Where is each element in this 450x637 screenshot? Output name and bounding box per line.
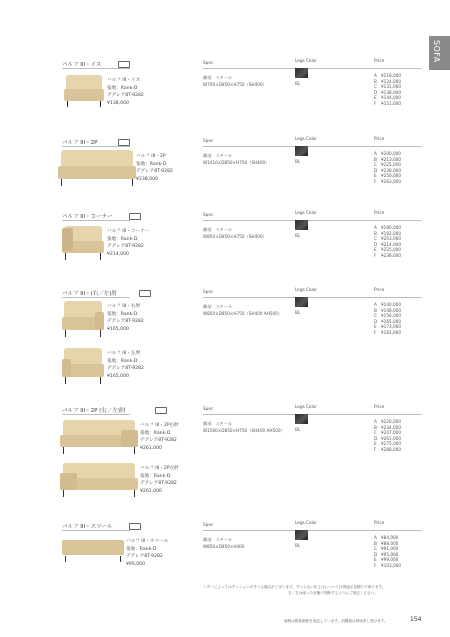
price-rank: E — [374, 557, 377, 563]
product-description: ¥138,000 — [107, 100, 129, 106]
armrest — [121, 430, 138, 447]
price-value: ¥173,000 — [381, 324, 401, 330]
price-rank: E — [374, 95, 377, 101]
leg — [63, 447, 64, 454]
spec-line: 脚部 スチール — [203, 227, 233, 232]
spec-line: W850×D850×H400 — [203, 544, 245, 549]
product-description: 張地：Rank-D — [107, 358, 138, 364]
price-value: ¥148,000 — [381, 307, 401, 313]
product-description: バルフ III・イス — [107, 78, 141, 83]
seat-cushion — [58, 166, 136, 179]
legs-swatch — [295, 530, 308, 540]
spec-line: 脚部 スチール — [203, 75, 233, 80]
price-value: ¥234,000 — [381, 424, 401, 430]
product-description: バルフ III・スツール — [126, 539, 169, 544]
legs-color-header: Legs Color — [295, 210, 317, 215]
rule — [62, 530, 130, 531]
section-title: バルフ III・コーナー — [62, 214, 113, 220]
product-description: バルフ III・2P右肘 — [140, 423, 179, 428]
product-description: ¥261,000 — [140, 445, 162, 451]
stool-cushion — [62, 540, 124, 556]
product-description: ¥214,000 — [107, 251, 129, 257]
product-description: デグレア8T-9282 — [107, 319, 144, 325]
product-description: 張地：Rank-D — [136, 161, 167, 167]
sofa-image — [62, 536, 124, 562]
price-value: ¥156,000 — [381, 313, 401, 319]
leg — [63, 490, 64, 497]
rule — [62, 68, 130, 69]
product-description: ¥261,000 — [140, 488, 162, 494]
sofa-image — [58, 150, 136, 186]
section-title: バルフ III・2P (右／左)肘 — [62, 408, 126, 414]
price-rank: A — [374, 225, 377, 230]
price-rank: A — [374, 302, 377, 307]
price-value: ¥203,000 — [381, 236, 401, 242]
spec-line: 脚部 スチール — [203, 421, 233, 426]
price-row — [374, 101, 401, 107]
spec-line: 脚部 スチール — [203, 304, 233, 309]
legs-swatch — [295, 146, 308, 156]
price-value: ¥138,000 — [381, 89, 401, 95]
leg — [134, 447, 135, 454]
seat-cushion — [64, 89, 104, 100]
leg — [134, 490, 135, 497]
price-header: Price — [374, 520, 385, 525]
product-description: バルフ III・2P左肘 — [140, 466, 179, 471]
price-header: Price — [374, 210, 385, 215]
leg — [61, 179, 62, 186]
price-value: ¥181,000 — [381, 330, 401, 335]
product-description: 張地：Rank-D — [126, 546, 157, 552]
section-title: バルフ III・2P — [62, 140, 98, 146]
product-description: ¥165,000 — [107, 326, 129, 332]
spec-line: W700×D850×H750（SH400） — [203, 82, 267, 87]
product-description: デグレア8T-9282 — [140, 481, 177, 487]
product-description: 張地：Rank-D — [107, 311, 138, 317]
price-rank: D — [374, 89, 378, 95]
price-rank: E — [374, 441, 377, 447]
price-rank: F — [374, 563, 377, 568]
price-value: ¥91,000 — [381, 546, 399, 552]
price-header: Price — [374, 58, 385, 63]
price-rank: A — [374, 419, 377, 424]
leg — [100, 253, 101, 260]
price-rank: F — [374, 330, 377, 335]
price-rank: F — [374, 179, 377, 184]
sofa-icon — [155, 407, 167, 414]
legs-swatch — [295, 414, 308, 424]
rule — [203, 414, 422, 415]
price-rank: B — [374, 156, 377, 162]
price-rank: D — [374, 551, 378, 557]
sofa-image — [62, 301, 104, 337]
product-description: デグレア8T-9282 — [136, 169, 173, 175]
price-rank: E — [374, 324, 377, 330]
leg — [100, 101, 101, 107]
sofa-image — [62, 226, 104, 260]
price-row — [374, 330, 401, 336]
price-rank: C — [374, 546, 377, 552]
section-title: バルフ III・スツール — [62, 524, 113, 530]
price-value: ¥131,000 — [381, 84, 401, 90]
price-rank: D — [374, 167, 378, 173]
product-description: 張地：Rank-D — [107, 85, 138, 91]
sofa-tab — [429, 36, 450, 70]
price-value: ¥247,000 — [381, 430, 401, 436]
price-value: ¥236,000 — [381, 253, 401, 258]
rule — [203, 297, 422, 298]
product-description: 張地：Rank-D — [140, 473, 171, 479]
legs-color-header: Legs Color — [295, 520, 317, 525]
rule — [62, 146, 130, 147]
armrest — [95, 312, 104, 330]
rule — [203, 220, 422, 221]
price-rank: C — [374, 430, 377, 436]
leg — [65, 377, 66, 384]
price-rank: F — [374, 253, 377, 258]
product-description: バルフ III・左肘 — [107, 351, 141, 356]
rule — [62, 414, 130, 415]
leg — [120, 556, 121, 563]
sofa-icon — [129, 523, 141, 530]
sofa-icon — [118, 61, 130, 68]
rule — [203, 146, 422, 147]
price-value: ¥214,000 — [381, 241, 401, 247]
legs-color-label: BL — [295, 233, 301, 238]
price-rank: C — [374, 236, 377, 242]
price-rank: C — [374, 313, 377, 319]
legs-color-header: Legs Color — [295, 136, 317, 141]
price-value: ¥144,000 — [381, 95, 401, 101]
legs-color-label: BL — [295, 427, 301, 432]
rule — [62, 297, 130, 298]
price-value: ¥192,000 — [381, 230, 401, 236]
spec-header: Spec — [203, 212, 214, 217]
rule — [62, 220, 130, 221]
rule — [203, 68, 422, 69]
price-rank: B — [374, 230, 377, 236]
legs-swatch — [295, 220, 308, 230]
price-value: ¥140,000 — [381, 302, 401, 307]
sofa-icon — [129, 213, 141, 220]
legs-swatch — [295, 297, 308, 307]
sofa-image — [60, 463, 138, 497]
price-rank: E — [374, 173, 377, 179]
product-description: デグレア8T-9282 — [107, 244, 144, 250]
price-value: ¥180,000 — [381, 225, 401, 230]
section-title: バルフ III・イス — [62, 62, 102, 68]
legs-color-label: BL — [295, 159, 301, 164]
price-rank: C — [374, 162, 377, 168]
product-description: ¥165,000 — [107, 373, 129, 379]
legs-color-header: Legs Color — [295, 287, 317, 292]
note-1: レザーによってはクッションがすべる場合がございます。すべらない仕上げについては別途お見積りで承ります。 — [203, 585, 386, 589]
price-rank: A — [374, 535, 377, 540]
product-description: 張地：Rank-D — [107, 236, 138, 242]
price-value: ¥84,000 — [381, 535, 399, 540]
product-description: デグレア8T-9282 — [140, 438, 177, 444]
footer-note: 価格は税抜価格を表記しています。消費税は別途申し受けます。 — [284, 619, 388, 623]
price-header: Price — [374, 287, 385, 292]
section-title: バルフ III・(右／左)肘 — [62, 291, 117, 297]
price-rank: B — [374, 424, 377, 430]
note-2: 右／左は座った状態で判断するようにご指定ください。 — [288, 591, 378, 595]
product-description: バルフ III・2P — [136, 154, 166, 159]
price-value: ¥275,000 — [381, 441, 401, 447]
product-description: 張地：Rank-D — [140, 430, 171, 436]
spec-header: Spec — [203, 60, 214, 65]
price-row — [374, 253, 401, 259]
spec-line: 脚部 スチール — [203, 153, 233, 158]
price-value: ¥151,000 — [381, 101, 401, 106]
price-value: ¥88,000 — [381, 540, 399, 546]
price-header: Price — [374, 404, 385, 409]
legs-swatch — [295, 68, 308, 78]
corner-back — [62, 228, 73, 252]
legs-color-label: BL — [295, 310, 301, 315]
leg — [100, 330, 101, 337]
price-rank: A — [374, 151, 377, 156]
price-value: ¥261,000 — [381, 435, 401, 441]
spec-line: W850×D850×H750（SH400） — [203, 234, 267, 239]
price-value: ¥99,000 — [381, 557, 399, 563]
spec-line: W1560×D850×H750（SH400 AH500） — [203, 428, 285, 433]
legs-color-label: BL — [295, 543, 301, 548]
spec-header: Spec — [203, 289, 214, 294]
price-rank: B — [374, 78, 377, 84]
product-description: バルフ III・右肘 — [107, 304, 141, 309]
spec-line: W1410×D850×H750（SH400） — [203, 160, 270, 165]
leg — [65, 330, 66, 337]
rule — [203, 530, 422, 531]
product-description: ¥95,000 — [126, 561, 145, 567]
price-value: ¥95,000 — [381, 551, 399, 557]
spec-header: Spec — [203, 406, 214, 411]
price-value: ¥103,000 — [381, 563, 401, 568]
price-row — [374, 179, 401, 185]
spec-header: Spec — [203, 138, 214, 143]
leg — [100, 377, 101, 384]
price-value: ¥200,000 — [381, 151, 401, 156]
price-value: ¥124,000 — [381, 78, 401, 84]
price-row — [374, 563, 401, 569]
product-description: デグレア8T-9282 — [107, 366, 144, 372]
price-header: Price — [374, 136, 385, 141]
armrest — [60, 473, 77, 490]
sofa-image — [62, 348, 104, 384]
price-rank: D — [374, 241, 378, 247]
price-value: ¥250,000 — [381, 173, 401, 179]
spec-line: 脚部 スチール — [203, 537, 233, 542]
product-description: バルフ III・コーナー — [107, 229, 150, 234]
tab-label: SOFA — [432, 40, 441, 63]
product-description: ¥238,000 — [136, 176, 158, 182]
price-rank: A — [374, 73, 377, 78]
price-rank: F — [374, 101, 377, 106]
price-rank: D — [374, 435, 378, 441]
price-value: ¥220,000 — [381, 419, 401, 424]
price-value: ¥213,000 — [381, 156, 401, 162]
price-rank: D — [374, 318, 378, 324]
product-description: デグレア8T-9282 — [107, 93, 144, 99]
page-number: 154 — [410, 616, 422, 623]
legs-color-label: BL — [295, 81, 301, 86]
sofa-image — [60, 420, 138, 454]
legs-color-header: Legs Color — [295, 404, 317, 409]
sofa-image — [64, 75, 104, 107]
leg — [65, 253, 66, 260]
spec-line: W850×D850×H750（SH400 AH500） — [203, 311, 283, 316]
sofa-icon — [139, 290, 151, 297]
product-description: デグレア8T-9282 — [126, 554, 163, 560]
legs-color-header: Legs Color — [295, 58, 317, 63]
price-value: ¥238,000 — [381, 167, 401, 173]
spec-header: Spec — [203, 522, 214, 527]
price-rank: C — [374, 84, 377, 90]
price-value: ¥225,000 — [381, 162, 401, 168]
price-rank: B — [374, 540, 377, 546]
armrest — [62, 359, 71, 377]
price-row — [374, 447, 401, 453]
sofa-icon — [118, 139, 130, 146]
price-value: ¥263,000 — [381, 179, 401, 184]
price-value: ¥118,000 — [381, 73, 401, 78]
price-rank: F — [374, 447, 377, 452]
price-rank: B — [374, 307, 377, 313]
price-value: ¥165,000 — [381, 318, 401, 324]
leg — [67, 101, 68, 107]
price-rank: E — [374, 247, 377, 253]
leg — [65, 556, 66, 563]
price-value: ¥225,000 — [381, 247, 401, 253]
price-value: ¥288,000 — [381, 447, 401, 452]
leg — [132, 179, 133, 186]
